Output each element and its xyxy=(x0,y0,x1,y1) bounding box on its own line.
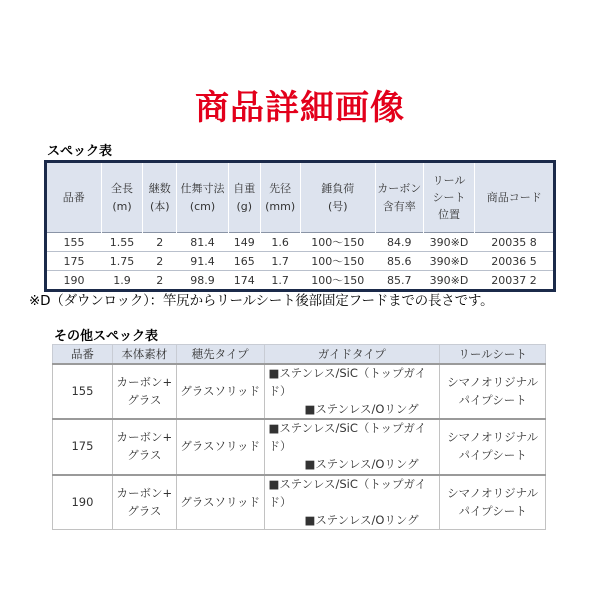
cell-line: (g) xyxy=(236,199,253,213)
spec-cell: 1.55 xyxy=(101,233,143,252)
spec-row xyxy=(46,252,555,271)
guide-line: ■ステンレス/Oリング xyxy=(304,401,419,416)
cell-line: 継数 xyxy=(148,182,171,196)
spec-cell: 165 xyxy=(228,252,260,271)
spec-cell: 85.6 xyxy=(375,252,423,271)
spec-cell: 175 xyxy=(46,252,102,271)
guide-line: ■ステンレス/Oリング xyxy=(304,457,419,472)
cell-line: (号) xyxy=(327,199,348,213)
spec-cell: 91.4 xyxy=(177,252,229,271)
cell-line: シマノオリジナル xyxy=(447,374,539,389)
cell-line: 位置 xyxy=(438,208,461,222)
spec-cell: 84.9 xyxy=(375,233,423,252)
cell-line: カーボン+ xyxy=(116,374,173,389)
spec-cell: 2 xyxy=(143,271,177,291)
guide-type-cell xyxy=(264,419,440,474)
spec-header-cell xyxy=(375,162,423,233)
other-row xyxy=(53,419,546,474)
guide-type-cell xyxy=(264,364,440,419)
spec-header-cell xyxy=(177,162,229,233)
tip-type-cell: グラスソリッド xyxy=(176,364,264,419)
material-cell xyxy=(112,419,176,474)
cell-line: パイプシート xyxy=(458,503,527,518)
model-cell: 155 xyxy=(53,364,113,419)
spec-cell: 190 xyxy=(46,271,102,291)
spec-header-cell xyxy=(143,162,177,233)
cell-line: (m) xyxy=(112,199,132,213)
cell-line: カーボン xyxy=(377,182,422,196)
other-header-cell: 本体素材 xyxy=(112,345,176,365)
guide-line: ■ステンレス/SiC（トップガイド） xyxy=(268,476,427,509)
guide-line: ■ステンレス/SiC（トップガイド） xyxy=(268,366,427,398)
spec-cell: 100～150 xyxy=(300,271,375,291)
guide-line: ■ステンレス/SiC（トップガイド） xyxy=(268,421,427,454)
tip-type-cell: グラスソリッド xyxy=(176,475,264,530)
spec-cell: 2 xyxy=(143,252,177,271)
page-title: 商品詳細画像 xyxy=(195,88,405,128)
guide-line: ■ステンレス/Oリング xyxy=(304,512,419,527)
spec-cell: 81.4 xyxy=(177,233,229,252)
spec-cell: 1.6 xyxy=(260,233,300,252)
spec-cell: 2 xyxy=(143,233,177,252)
spec-cell: 100～150 xyxy=(300,233,375,252)
spec-header-cell xyxy=(300,162,375,233)
cell-line: グラス xyxy=(127,392,162,407)
spec-header-cell xyxy=(228,162,260,233)
material-cell xyxy=(112,364,176,419)
spec-header-cell xyxy=(423,162,475,233)
spec-cell: 155 xyxy=(46,233,102,252)
spec-table xyxy=(44,160,556,292)
cell-line: リール xyxy=(432,173,466,187)
cell-line: シート xyxy=(432,190,466,204)
spec-row xyxy=(46,271,555,291)
other-row xyxy=(53,475,546,530)
model-cell: 190 xyxy=(53,475,113,530)
cell-line: カーボン+ xyxy=(116,485,173,500)
cell-line: シマノオリジナル xyxy=(447,430,539,445)
spec-cell: 390※D xyxy=(423,252,475,271)
spec-cell: 390※D xyxy=(423,271,475,291)
cell-line: パイプシート xyxy=(458,448,527,463)
spec-header-cell xyxy=(260,162,300,233)
spec-cell: 20036 5 xyxy=(475,252,555,271)
cell-line: パイプシート xyxy=(458,392,527,407)
other-row xyxy=(53,364,546,419)
cell-line: グラス xyxy=(127,448,162,463)
reel-seat-cell xyxy=(440,475,546,530)
spec-cell: 1.7 xyxy=(260,271,300,291)
spec-section-label: スペック表 xyxy=(47,144,113,159)
spec-cell: 1.75 xyxy=(101,252,143,271)
spec-header-cell xyxy=(101,162,143,233)
spec-cell: 20037 2 xyxy=(475,271,555,291)
other-header-row xyxy=(53,345,546,365)
spec-cell: 149 xyxy=(228,233,260,252)
cell-line: 自重 xyxy=(233,182,256,196)
cell-line: (mm) xyxy=(265,199,296,213)
spec-row xyxy=(46,233,555,252)
spec-cell: 390※D xyxy=(423,233,475,252)
cell-line: 先径 xyxy=(269,182,292,196)
cell-line: (cm) xyxy=(189,199,216,213)
cell-line: グラス xyxy=(127,503,162,518)
spec-header-row xyxy=(46,162,555,233)
cell-line: 仕舞寸法 xyxy=(180,182,225,196)
spec-cell: 100～150 xyxy=(300,252,375,271)
cell-line: 商品コード xyxy=(486,190,542,204)
spec-header-cell xyxy=(46,162,102,233)
other-spec-table xyxy=(52,344,546,530)
other-header-cell: 品番 xyxy=(53,345,113,365)
spec-cell: 1.9 xyxy=(101,271,143,291)
guide-type-cell xyxy=(264,475,440,530)
spec-cell: 174 xyxy=(228,271,260,291)
other-spec-section-label: その他スペック表 xyxy=(54,329,159,344)
tip-type-cell: グラスソリッド xyxy=(176,419,264,474)
footnote: ※D（ダウンロック）：竿尻からリールシート後部固定フードまでの長さです。 xyxy=(29,293,494,309)
cell-line: カーボン+ xyxy=(116,430,173,445)
other-header-cell: リールシート xyxy=(440,345,546,365)
reel-seat-cell xyxy=(440,364,546,419)
cell-line: 錘負荷 xyxy=(321,182,355,196)
cell-line: 全長 xyxy=(110,182,133,196)
cell-line: 含有率 xyxy=(382,199,416,213)
material-cell xyxy=(112,475,176,530)
spec-header-cell xyxy=(475,162,555,233)
cell-line: シマノオリジナル xyxy=(447,485,539,500)
reel-seat-cell xyxy=(440,419,546,474)
spec-cell: 98.9 xyxy=(177,271,229,291)
spec-cell: 20035 8 xyxy=(475,233,555,252)
other-header-cell: 穂先タイプ xyxy=(176,345,264,365)
model-cell: 175 xyxy=(53,419,113,474)
other-header-cell: ガイドタイプ xyxy=(264,345,440,365)
cell-line: (本) xyxy=(149,199,170,213)
spec-cell: 1.7 xyxy=(260,252,300,271)
cell-line: 品番 xyxy=(62,190,85,204)
spec-cell: 85.7 xyxy=(375,271,423,291)
